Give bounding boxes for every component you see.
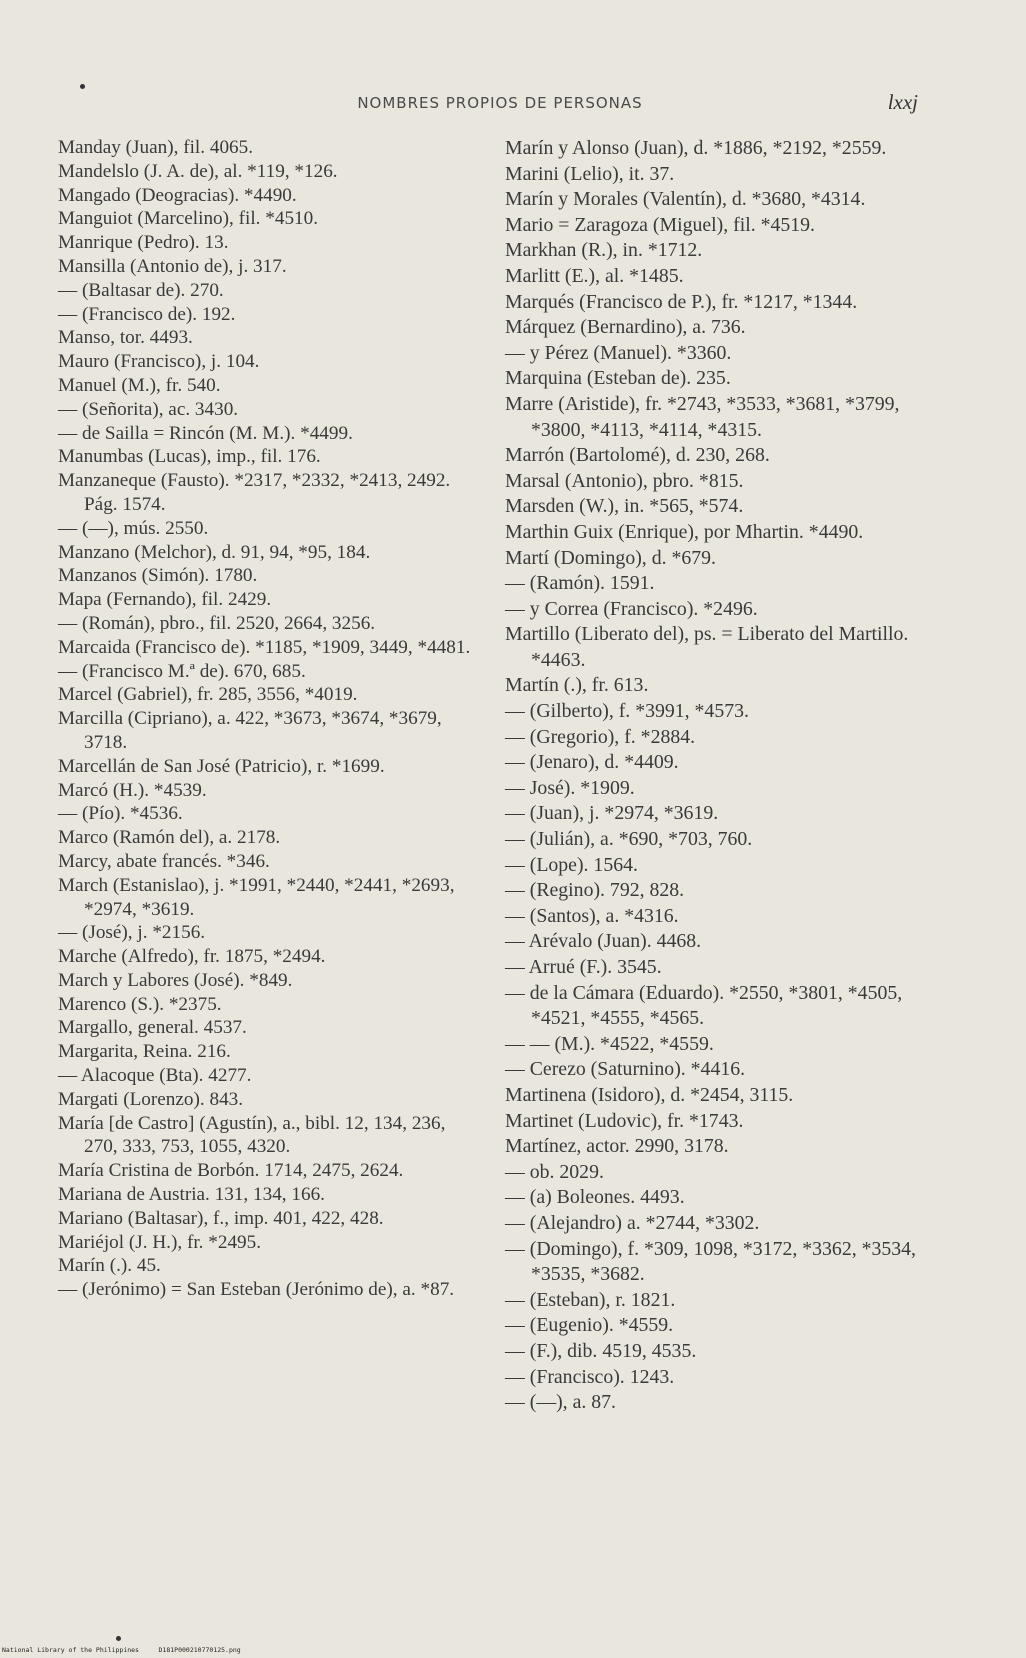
index-column-left [58,136,476,1302]
index-entry: Mario = Zaragoza (Miguel), fil. *4519. [505,213,815,236]
index-entry: — Cerezo (Saturnino). *4416. [505,1058,746,1081]
index-entry: Manzanos (Simón). 1780. [58,565,258,587]
index-column-right [505,136,943,1416]
index-entry: — (Jenaro), d. *4409. [505,751,679,774]
running-header: NOMBRES PROPIOS DE PERSONAS [357,94,643,112]
index-entry: Margallo, general. 4537. [58,1017,247,1039]
index-entry: Martí (Domingo), d. *679. [505,546,716,569]
index-entry: Marcel (Gabriel), fr. 285, 3556, *4019. [58,684,358,706]
index-entry: — (—), mús. 2550. [58,517,209,539]
index-entry: Marín y Morales (Valentín), d. *3680, *4314. [505,188,866,211]
index-entry: — — (M.). *4522, *4559. [505,1032,714,1055]
index-entry: Mauro (Francisco), j. 104. [58,351,260,373]
index-entry: Martín (.), fr. 613. [505,674,649,697]
index-entry: — (—), a. 87. [505,1391,616,1414]
page-number: lxxj [887,90,918,114]
index-entry: Manday (Juan), fil. 4065. [58,137,254,158]
index-entry: — (Francisco M.ª de). 670, 685. [58,660,306,682]
speck-mark [80,84,85,89]
index-entry: Marín y Alonso (Juan), d. *1886, *2192, *2559. [505,137,887,159]
index-entry: Mariéjol (J. H.), fr. *2495. [58,1231,262,1253]
index-entry: — (Román), pbro., fil. 2520, 2664, 3256. [58,612,376,634]
index-entry: Manuel (M.), fr. 540. [58,374,221,396]
index-entry: — (Jerónimo) = San Esteban (Jerónimo de), a. *87. [58,1279,455,1301]
index-entry: María Cristina de Borbón. 1714, 2475, 2624. [58,1160,404,1182]
speck-mark [116,1636,121,1641]
index-entry: Manzano (Melchor), d. 91, 94, *95, 184. [58,541,371,563]
index-entry: — Alacoque (Bta). 4277. [58,1065,252,1087]
index-entry: — (Santos), a. *4316. [505,904,679,927]
index-entry: Marcellán de San José (Patricio), r. *1699. [58,755,385,777]
index-entry: Márquez (Bernardino), a. 736. [505,316,746,339]
index-entry: — y Correa (Francisco). *2496. [505,597,758,620]
index-entry: Marcy, abate francés. *346. [58,850,270,872]
index-entry: — (Baltasar de). 270. [58,279,224,301]
index-entry: Manrique (Pedro). 13. [58,232,229,254]
index-entry: Marsal (Antonio), pbro. *815. [505,469,744,492]
index-entry: Marcilla (Cipriano), a. 422, *3673, *3674, *3679, 3718. [58,708,442,753]
index-entry: March (Estanislao), j. *1991, *2440, *2441, *2693, *2974, *3619. [58,874,455,920]
index-entry: — (Francisco). 1243. [505,1365,675,1388]
index-entry: — (Señorita), ac. 3430. [58,398,239,420]
index-entry: — de la Cámara (Eduardo). *2550, *3801, *4505, *4521, *4555, *4565. [505,981,903,1030]
index-entry: Margarita, Reina. 216. [58,1041,231,1063]
index-entry: March y Labores (José). *849. [58,969,293,991]
index-entry: Marche (Alfredo), fr. 1875, *2494. [58,946,326,968]
index-entry: — (a) Boleones. 4493. [505,1186,685,1209]
index-entry: Mangado (Deogracias). *4490. [58,184,297,206]
index-entry: Marsden (W.), in. *565, *574. [505,495,744,518]
index-entry: Mansilla (Antonio de), j. 317. [58,255,287,277]
index-entry: Martinena (Isidoro), d. *2454, 3115. [505,1083,794,1106]
index-entry: — (Esteban), r. 1821. [505,1288,676,1311]
index-entry: Marcó (H.). *4539. [58,779,207,801]
index-entry: Mapa (Fernando), fil. 2429. [58,589,272,611]
index-entry: — (José), j. *2156. [58,922,206,944]
index-entry: Manumbas (Lucas), imp., fil. 176. [58,446,321,468]
index-entry: María [de Castro] (Agustín), a., bibl. 12, 134, 236, 270, 333, 753, 1055, 4320. [58,1112,446,1158]
index-entry: Marlitt (E.), al. *1485. [505,264,684,287]
index-entry: Marenco (S.). *2375. [58,993,222,1015]
index-entry: Marquina (Esteban de). 235. [505,367,731,390]
index-entry: — (Francisco de). 192. [58,303,236,325]
index-entry: Marre (Aristide), fr. *2743, *3533, *3681, *3799, *3800, *4113, *4114, *4315. [505,392,900,441]
index-entry: — (Gregorio), f. *2884. [505,725,696,748]
index-entry: — (Domingo), f. *309, 1098, *3172, *3362, *3534, *3535, *3682. [505,1237,916,1286]
index-entry: — ob. 2029. [505,1160,604,1183]
index-entry: — (Ramón). 1591. [505,572,655,595]
index-entry: — de Sailla = Rincón (M. M.). *4499. [58,422,353,444]
scan-footer: National Library of the Philippines D181P000210770125.png [2,1646,241,1654]
index-entry: Manso, tor. 4493. [58,327,193,349]
index-entry: Marín (.). 45. [58,1255,161,1277]
index-entry: — (Juan), j. *2974, *3619. [505,802,719,825]
index-entry: Mandelslo (J. A. de), al. *119, *126. [58,160,338,182]
index-entry: Manguiot (Marcelino), fil. *4510. [58,208,319,230]
index-entry: Martillo (Liberato del), ps. = Liberato del Martillo. *4463. [505,623,909,671]
index-entry: Martinet (Ludovic), fr. *1743. [505,1109,744,1132]
index-entry: — (Pío). *4536. [58,803,183,825]
index-entry: Marcaida (Francisco de). *1185, *1909, 3449, *4481. [58,636,471,658]
index-entry: — (Gilberto), f. *3991, *4573. [505,700,749,723]
index-entry: — (Julián), a. *690, *703, 760. [505,828,753,851]
index-entry: Margati (Lorenzo). 843. [58,1088,244,1110]
index-entry: Marqués (Francisco de P.), fr. *1217, *1344. [505,290,858,313]
index-entry: — (F.), dib. 4519, 4535. [505,1339,697,1362]
index-entry: — (Alejandro) a. *2744, *3302. [505,1211,760,1234]
index-entry: Manzaneque (Fausto). *2317, *2332, *2413, 2492. Pág. 1574. [58,470,451,515]
index-entry: Mariano (Baltasar), f., imp. 401, 422, 428. [58,1207,384,1229]
index-entry: Marthin Guix (Enrique), por Mhartin. *4490. [505,520,864,543]
index-entry: — (Regino). 792, 828. [505,879,685,902]
index-entry: — Arévalo (Juan). 4468. [505,930,702,953]
index-entry: Markhan (R.), in. *1712. [505,239,703,262]
index-entry: Mariana de Austria. 131, 134, 166. [58,1184,325,1206]
index-entry: — (Lope). 1564. [505,853,638,876]
index-entry: Marrón (Bartolomé), d. 230, 268. [505,444,770,467]
index-entry: Marini (Lelio), it. 37. [505,162,675,185]
index-entry: — (Eugenio). *4559. [505,1314,674,1337]
index-entry: — y Pérez (Manuel). *3360. [505,341,732,364]
index-entry: — José). *1909. [505,776,635,799]
index-entry: Marco (Ramón del), a. 2178. [58,827,281,849]
index-entry: Martínez, actor. 2990, 3178. [505,1135,729,1158]
index-entry: — Arrué (F.). 3545. [505,956,662,978]
